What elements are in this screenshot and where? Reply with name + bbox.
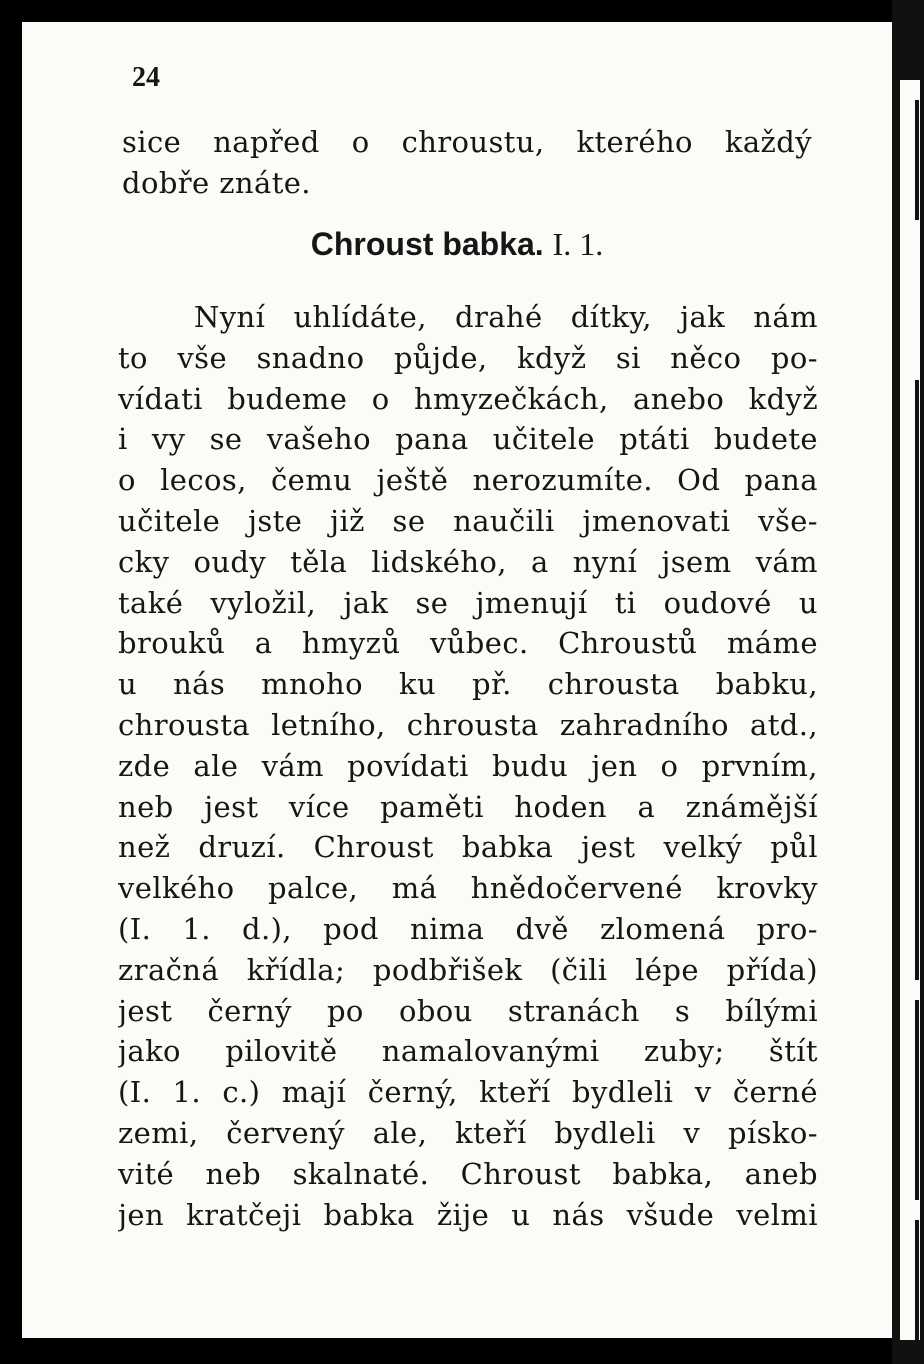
body-line: [118, 787, 818, 828]
word: podbřišek: [372, 952, 523, 987]
body-line: [118, 950, 818, 991]
word: půjde,: [393, 340, 488, 375]
word: po-: [770, 340, 818, 375]
word: babka,: [612, 1156, 714, 1191]
word: s: [674, 993, 691, 1028]
word: hmyzů: [301, 626, 401, 661]
word: učitele: [492, 422, 595, 457]
word: po: [326, 993, 364, 1028]
word: hoden: [514, 789, 607, 824]
word: jak: [680, 300, 726, 334]
word: již: [330, 503, 365, 538]
word: vídati: [118, 381, 203, 416]
word: něco: [670, 340, 742, 375]
word: Chroust: [313, 830, 434, 865]
binding-edge: [892, 0, 924, 1364]
word: babka: [461, 830, 554, 865]
word: žije: [436, 1197, 490, 1232]
word: neb: [118, 789, 174, 824]
word: u: [118, 667, 138, 702]
word: babka: [323, 1197, 415, 1232]
word: zuby;: [643, 1034, 725, 1069]
word: v: [694, 1075, 712, 1110]
word: ale,: [372, 1115, 428, 1150]
word: vy: [151, 422, 186, 457]
word: zde: [118, 748, 171, 783]
word: namalovanými: [381, 1034, 600, 1069]
word: štít: [768, 1034, 818, 1069]
word: nerozumíte.: [472, 463, 653, 498]
word: vašeho: [266, 422, 371, 457]
heading-title: Chroust babka.: [310, 226, 544, 262]
word: o: [351, 125, 370, 159]
word: učitele: [118, 503, 221, 538]
body-line: [118, 991, 818, 1032]
word: uhlídáte,: [293, 300, 427, 334]
body-paragraph: [118, 297, 818, 1235]
word: jmenovati: [582, 503, 731, 538]
word: čemu: [271, 463, 353, 498]
word: oudy: [193, 544, 267, 579]
word: v: [683, 1115, 701, 1150]
word: druzí.: [198, 830, 286, 865]
word: jest: [204, 789, 259, 824]
word: jmenují: [475, 585, 588, 620]
word: vůbec.: [429, 626, 529, 661]
word: chroustu,: [401, 125, 545, 159]
word: znáte.: [219, 165, 311, 200]
word: povídati: [347, 748, 469, 783]
word: paměti: [380, 789, 484, 824]
word: (čili: [550, 952, 608, 987]
body-line: [118, 297, 818, 338]
word: vše-: [758, 503, 818, 538]
word: letního,: [271, 707, 386, 742]
word: snadno: [256, 340, 365, 375]
word: černý,: [367, 1075, 458, 1110]
word: vyložil,: [210, 585, 317, 620]
word: červený: [226, 1115, 345, 1150]
word: vité: [118, 1156, 175, 1191]
word: jsem: [661, 544, 732, 579]
word: vám: [755, 544, 818, 579]
word: babku,: [715, 667, 818, 702]
word: nám: [753, 300, 818, 334]
word: nyní: [572, 544, 638, 579]
body-line: [118, 664, 818, 705]
edge-rule: [915, 380, 919, 980]
word: každý: [724, 125, 812, 159]
edge-rule: [915, 1220, 919, 1340]
body-line: [118, 827, 818, 868]
word: (I.: [118, 1075, 152, 1110]
word: zahradního: [559, 707, 729, 742]
body-line: [118, 1195, 818, 1236]
word: křídla;: [246, 952, 346, 987]
word: a: [254, 626, 273, 661]
word: napřed: [213, 125, 320, 159]
word: dvě: [515, 911, 569, 946]
word: kratčeji: [186, 1197, 302, 1232]
word: bílými: [725, 993, 818, 1028]
word: (I.: [118, 911, 152, 946]
word: krovky: [716, 871, 818, 906]
edge-rule: [915, 100, 919, 220]
word: ještě: [376, 463, 449, 498]
word: chrousta: [406, 707, 539, 742]
word: naučili: [453, 503, 555, 538]
word: budeme: [227, 381, 348, 416]
word: brouků: [118, 626, 226, 661]
word: zemi,: [118, 1115, 199, 1150]
word: Od: [677, 463, 721, 498]
body-line: [118, 746, 818, 787]
body-line: [118, 1154, 818, 1195]
page-number: 24: [132, 62, 160, 93]
heading-figure-ref: I. 1.: [552, 226, 604, 262]
word: obou: [398, 993, 473, 1028]
body-line: [118, 501, 818, 542]
word: př.: [472, 667, 512, 702]
word: vám: [261, 748, 324, 783]
word: si: [615, 340, 641, 375]
word: mnoho: [261, 667, 363, 702]
word: ti: [614, 585, 637, 620]
word: jste: [248, 503, 303, 538]
word: černý: [207, 993, 292, 1028]
body-line: [118, 338, 818, 379]
word: nás: [173, 667, 226, 702]
word: jako: [118, 1034, 181, 1069]
word: černé: [732, 1075, 818, 1110]
word: palce,: [268, 871, 359, 906]
body-line: [118, 379, 818, 420]
word: známější: [685, 789, 818, 824]
book-page: [22, 22, 892, 1338]
word: nima: [410, 911, 485, 946]
word: velký: [663, 830, 743, 865]
word: když: [516, 340, 587, 375]
word: sice: [122, 125, 182, 159]
word: chrousta: [118, 707, 250, 742]
word: nás: [552, 1197, 605, 1232]
word: anebo: [633, 381, 725, 416]
body-line: [118, 1113, 818, 1154]
word: když: [748, 381, 818, 416]
word: u: [511, 1197, 531, 1232]
edge-strip: [900, 80, 920, 1340]
word: lépe: [635, 952, 699, 987]
word: se: [209, 422, 243, 457]
body-line: [118, 868, 818, 909]
word: se: [415, 585, 449, 620]
word: hnědočervené: [470, 871, 683, 906]
word: budete: [713, 422, 818, 457]
word: jen: [118, 1197, 165, 1232]
word: budu: [492, 748, 569, 783]
word: dobře: [122, 165, 210, 200]
section-heading: [22, 224, 892, 264]
word: má: [391, 871, 438, 906]
word: pod: [323, 911, 379, 946]
word: o: [118, 463, 136, 498]
word: také: [118, 585, 184, 620]
intro-line-1: [122, 122, 812, 163]
word: hmyzečkách,: [413, 381, 609, 416]
word: vše: [177, 340, 228, 375]
word: pro-: [756, 911, 818, 946]
word: oudové: [663, 585, 772, 620]
word: 1.: [172, 1075, 202, 1110]
word: kteří: [479, 1075, 551, 1110]
word: o: [371, 381, 390, 416]
word: atd.,: [750, 707, 818, 742]
word: pana: [744, 463, 818, 498]
word: a: [530, 544, 549, 579]
word: Chroust: [460, 1156, 581, 1191]
word: velkého: [118, 871, 235, 906]
word: skalnaté.: [292, 1156, 430, 1191]
word: bydleli: [572, 1075, 674, 1110]
body-line: [118, 583, 818, 624]
word: těla: [290, 544, 348, 579]
word: prvním,: [701, 748, 818, 783]
body-line: [118, 419, 818, 460]
word: půl: [770, 830, 818, 865]
body-line: [118, 909, 818, 950]
body-line: [118, 1031, 818, 1072]
word: neb: [205, 1156, 262, 1191]
edge-rule: [915, 1000, 919, 1200]
word: a: [637, 789, 656, 824]
word: d.),: [242, 911, 292, 946]
body-line: [118, 705, 818, 746]
intro-paragraph: [122, 122, 812, 204]
word: lidského,: [371, 544, 507, 579]
word: máme: [726, 626, 818, 661]
word: u: [798, 585, 818, 620]
word: o: [660, 748, 679, 783]
word: jak: [343, 585, 389, 620]
word: více: [288, 789, 350, 824]
word: c.): [222, 1075, 261, 1110]
word: ale: [193, 748, 239, 783]
word: i: [118, 422, 128, 457]
body-line: [118, 623, 818, 664]
word: dítky,: [570, 300, 652, 334]
word: se: [392, 503, 426, 538]
word: to: [118, 340, 148, 375]
word: všude: [626, 1197, 715, 1232]
word: Nyní: [194, 300, 266, 334]
word: kteří: [455, 1115, 527, 1150]
word: stranách: [507, 993, 640, 1028]
body-line: [118, 460, 818, 501]
word: aneb: [744, 1156, 818, 1191]
word: zlomená: [600, 911, 726, 946]
intro-line-2: [122, 163, 812, 204]
word: kterého: [576, 125, 693, 159]
word: lecos,: [160, 463, 247, 498]
word: než: [118, 830, 171, 865]
word: Chroustů: [558, 626, 698, 661]
word: velmi: [736, 1197, 818, 1232]
body-line: [118, 542, 818, 583]
word: 1.: [182, 911, 211, 946]
word: mají: [281, 1075, 347, 1110]
word: pana: [395, 422, 469, 457]
word: pilovitě: [225, 1034, 338, 1069]
word: jen: [591, 748, 638, 783]
word: zračná: [118, 952, 220, 987]
body-line: [118, 1072, 818, 1113]
word: jest: [581, 830, 636, 865]
word: ptáti: [619, 422, 690, 457]
word: bydleli: [554, 1115, 656, 1150]
word: jest: [118, 993, 173, 1028]
word: chrousta: [547, 667, 680, 702]
word: ku: [398, 667, 437, 702]
word: drahé: [455, 300, 543, 334]
word: přída): [726, 952, 818, 987]
word: cky: [118, 544, 170, 579]
word: písko-: [728, 1115, 818, 1150]
